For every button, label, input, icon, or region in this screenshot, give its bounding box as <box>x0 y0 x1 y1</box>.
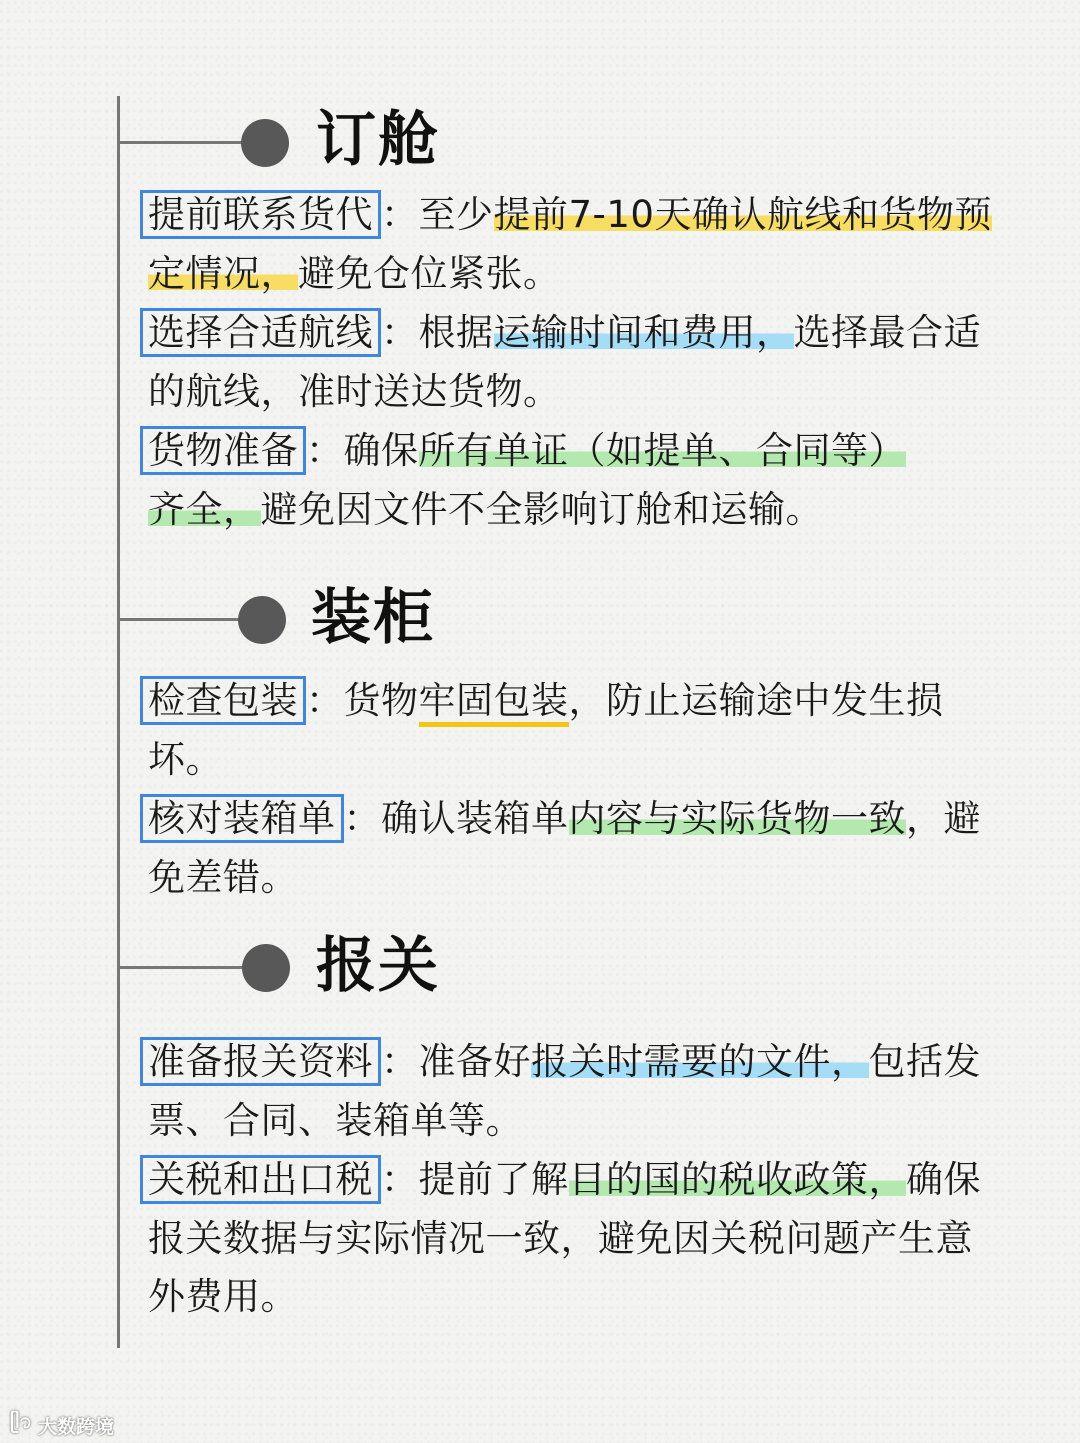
highlight: 所有单证（如提单、合同等）齐全， <box>148 429 906 531</box>
paragraph: 提前联系货代 ：至少提前7-10天确认航线和货物预定情况，避免仓位紧张。 <box>148 186 1008 303</box>
timeline-dot <box>242 944 290 992</box>
timeline-branch <box>119 618 239 621</box>
paragraph: 检查包装 ：货物牢固包装，防止运输途中发生损坏。 <box>148 672 1008 789</box>
section-heading: 订舱 <box>316 105 440 175</box>
watermark-text: 大数跨境 <box>37 1415 114 1438</box>
paragraph: 货物准备 ：确保所有单证（如提单、合同等）齐全，避免因文件不全影响订舱和运输。 <box>148 422 938 539</box>
watermark <box>10 1408 114 1442</box>
brand-logo-icon: ᥫ᭡ <box>10 1411 32 1433</box>
paragraph: 准备报关资料 ：准备好报关时需要的文件，包括发票、合同、装箱单等。 <box>148 1033 1008 1150</box>
timeline-spine <box>117 96 120 1348</box>
term-label: 核对装箱单 <box>140 794 344 843</box>
section-heading: 装柜 <box>311 583 435 653</box>
term-label: 检查包装 <box>140 676 306 725</box>
timeline-dot <box>238 596 286 644</box>
section-heading: 报关 <box>316 931 440 1001</box>
highlight: 提前7-10天确认航线和货物预定情况， <box>148 193 992 295</box>
timeline-branch <box>119 141 243 144</box>
highlight: 运输时间和费用， <box>493 311 794 354</box>
term-label: 关税和出口税 <box>140 1155 381 1204</box>
term-label: 准备报关资料 <box>140 1037 381 1086</box>
paragraph: 关税和出口税 ：提前了解目的国的税收政策，确保报关数据与实际情况一致，避免因关税问题产生意外费用。 <box>148 1151 1008 1327</box>
highlight: 目的国的税收政策， <box>568 1158 906 1201</box>
paragraph: 核对装箱单 ：确认装箱单内容与实际货物一致，避免差错。 <box>148 790 1008 907</box>
timeline-branch <box>119 966 243 969</box>
term-label: 选择合适航线 <box>140 308 381 357</box>
timeline-dot <box>241 119 289 167</box>
highlight: 内容与实际货物一致 <box>568 797 906 840</box>
term-label: 货物准备 <box>140 426 306 475</box>
underline-highlight: 牢固包装 <box>419 679 569 727</box>
paragraph: 选择合适航线 ：根据运输时间和费用，选择最合适的航线，准时送达货物。 <box>148 304 1008 421</box>
term-label: 提前联系货代 <box>140 190 381 239</box>
highlight: 报关时需要的文件， <box>531 1040 869 1083</box>
